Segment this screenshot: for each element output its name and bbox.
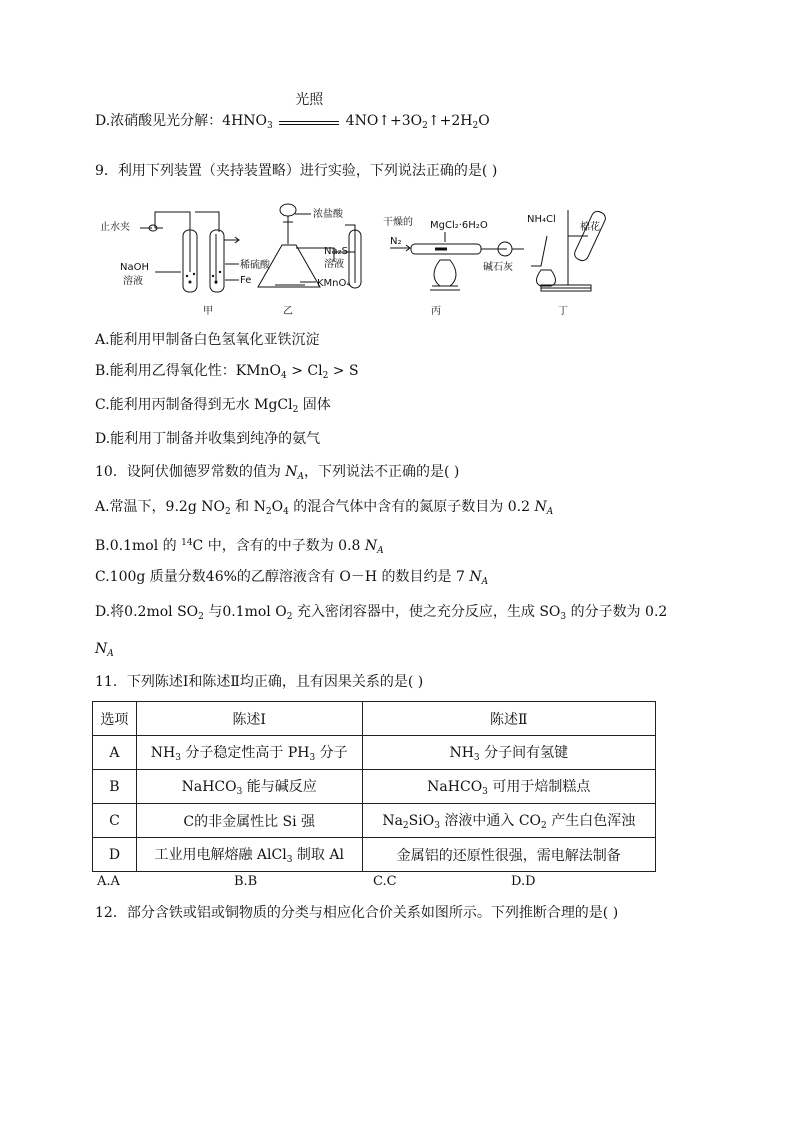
q9-option-c: C.能利用丙制备得到无水 MgCl$_2$ 固体 <box>95 397 331 415</box>
q10-option-a: A.常温下，9.2g $NO_2$ 和 $N_2O_4$ 的混合气体中含有的氮原子数目为 0.2 $N_A$ <box>95 499 554 517</box>
svg-text:稀硫酸: 稀硫酸 <box>240 260 270 271</box>
q9-stem: 9．利用下列装置（夹持装置略）进行实验，下列说法正确的是( ) <box>95 163 498 179</box>
svg-text:止水夹: 止水夹 <box>100 222 130 233</box>
svg-text:干燥的: 干燥的 <box>383 217 413 228</box>
svg-text:丁: 丁 <box>558 306 568 317</box>
apparatus-jia <box>100 212 271 317</box>
q11-table <box>92 701 656 872</box>
svg-text:Fe: Fe <box>240 275 252 286</box>
reaction-condition-arrow: 光照 <box>279 112 339 125</box>
apparatus-yi <box>258 204 361 317</box>
header-statement-2: 陈述Ⅱ <box>362 702 655 736</box>
answer-d: D.D <box>511 874 536 889</box>
q10-stem: 10．设阿伏伽德罗常数的值为 $N_A$，下列说法不正确的是( ) <box>95 464 460 482</box>
svg-text:N₂: N₂ <box>390 236 402 247</box>
q9-option-a: A.能利用甲制备白色氢氧化亚铁沉淀 <box>95 332 320 348</box>
q10-option-c: C.100g 质量分数46%的乙醇溶液含有 O－H 的数目约是 7 $N_A$ <box>95 569 489 587</box>
svg-text:溶液: 溶液 <box>324 259 344 270</box>
table-header-row <box>93 702 656 736</box>
svg-text:棉花: 棉花 <box>580 222 600 233</box>
svg-text:NH₄Cl: NH₄Cl <box>527 214 556 225</box>
svg-text:Na₂S: Na₂S <box>324 246 348 257</box>
answer-c: C.C <box>373 874 397 889</box>
svg-text:丙: 丙 <box>431 306 441 317</box>
q10-option-d: D.将0.2mol $SO_2$ 与0.1mol $O_2$ 充入密闭容器中，使之充分反应，生成 $SO_3$ 的分子数为 0.2 <box>95 604 668 622</box>
q8-option-d: D.浓硝酸见光分解：$4HNO_3$ 光照 $4NO↑+3O_2↑+2H_2O$ <box>95 92 490 131</box>
q10-option-b: B.0.1mol 的 $^{14}$C 中，含有的中子数为 0.8 $N_A$ <box>95 538 384 556</box>
q10-option-d-cont: $N_A$ <box>95 641 114 659</box>
svg-text:乙: 乙 <box>283 306 293 317</box>
svg-text:NaOH: NaOH <box>120 262 149 273</box>
q9-option-b: B.能利用乙得氧化性：KMnO$_4$ > $Cl_2 > S$ <box>95 363 359 381</box>
header-statement-1: 陈述Ⅰ <box>136 702 362 736</box>
table-row: A $NH_3$ 分子稳定性高于 $PH_3$ 分子 $NH_3$ 分子间有氢键 <box>93 736 656 770</box>
svg-text:碱石灰: 碱石灰 <box>483 262 513 273</box>
svg-text:浓盐酸: 浓盐酸 <box>313 209 343 220</box>
table-row: B NaHCO$_3$ 能与碱反应 NaHCO$_3$ 可用于焙制糕点 <box>93 770 656 804</box>
svg-text:KMnO₄: KMnO₄ <box>317 278 351 289</box>
apparatus-bing <box>383 215 524 317</box>
svg-text:溶液: 溶液 <box>123 276 143 287</box>
q11-stem: 11．下列陈述Ⅰ和陈述Ⅱ均正确，且有因果关系的是( ) <box>95 674 424 690</box>
apparatus-ding <box>527 209 607 317</box>
q9-apparatus-figure <box>95 200 655 320</box>
table-row: C C的非金属性比 Si 强 $Na_2SiO_3$ 溶液中通入 $CO_2$ 产生白色浑浊 <box>93 804 656 838</box>
q9-option-d: D.能利用丁制备并收集到纯净的氨气 <box>95 431 321 447</box>
q12-stem: 12．部分含铁或铝或铜物质的分类与相应化合价关系如图所示。下列推断合理的是( ) <box>95 905 619 921</box>
answer-a: A.A <box>97 874 120 889</box>
table-row: D 工业用电解熔融 AlCl$_3$ 制取 Al 金属铝的还原性很强，需电解法制备 <box>93 838 656 872</box>
header-option: 选项 <box>93 702 137 736</box>
svg-text:MgCl₂·6H₂O: MgCl₂·6H₂O <box>430 220 488 231</box>
answer-b: B.B <box>234 874 258 889</box>
svg-text:甲: 甲 <box>203 306 213 317</box>
